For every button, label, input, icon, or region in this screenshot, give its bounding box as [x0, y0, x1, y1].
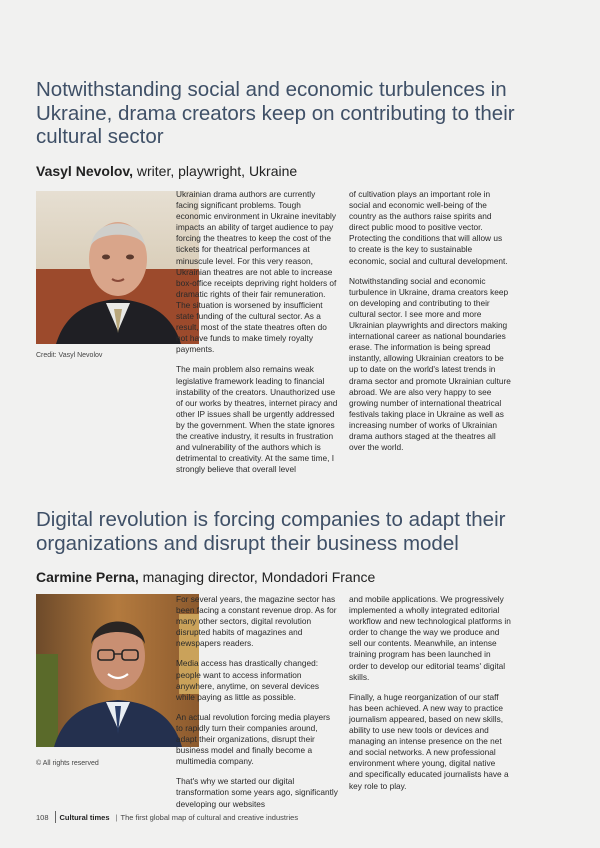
- author-photo-nevolov: [36, 191, 199, 344]
- footer-separator: |: [115, 812, 118, 822]
- page-footer: [36, 811, 298, 823]
- paragraph: Finally, a huge reorganization of our staff has been achieved. A new way to practice journalism appeared, based on new skills, ability to use new tools or devices and managing an intense presence on the net and social networks. A new professional environment where young, digital native and specifically educated journalists have a key role to play.: [349, 691, 509, 791]
- paragraph: For several years, the magazine sector has been facing a constant revenue drop. As for many other sectors, digital revolution disrupted habits of magazines and newspapers readers.: [176, 594, 337, 649]
- article2-column-2: [349, 594, 511, 801]
- paragraph: An actual revolution forcing media players to rapidly turn their companies around, adapt their organizations, disrupt their business model and finally become a multimedia company.: [176, 711, 331, 767]
- paragraph: That's why we started our digital transformation some years ago, significantly developing our websites: [176, 776, 338, 809]
- author-role: managing director, Mondadori France: [138, 569, 376, 585]
- article2-column-1: [176, 594, 338, 819]
- paragraph: Notwithstanding social and economic turbulence in Ukraine, drama creators keep on developing and contributing to their cultural sector. I see more and more Ukrainian playwrights and directors making international career as national boundaries erase. The information is being spread instantly, allowing Ukrainian creators to be up to date on the world's latest trends in drama sector and promote Ukrainian culture abroad. We are also very happy to see growing number of international theatrical festivals taking place in Ukraine as well as increasing number of works of Ukrainian drama authors staged at the theatres all over the world.: [349, 275, 511, 453]
- article-title: Digital revolution is forcing companies to adapt their organizations and disrupt their business model: [36, 508, 506, 555]
- author-name: Vasyl Nevolov,: [36, 162, 134, 179]
- article-ukraine: [36, 78, 564, 179]
- byline: [36, 569, 564, 585]
- paragraph: Media access has drastically changed: people want to access information anywhere, anytime, on several devices while paying as little as possible.: [176, 658, 319, 702]
- footer-divider: [55, 811, 56, 823]
- photo-credit: © All rights reserved: [36, 760, 99, 767]
- byline: [36, 163, 564, 179]
- article1-column-2: [349, 189, 511, 462]
- photo-credit: Credit: Vasyl Nevolov: [36, 352, 103, 359]
- publication-subtitle: The first global map of cultural and creative industries: [120, 812, 299, 822]
- paragraph: The main problem also remains weak legislative framework leading to financial instability of the creators. Unauthorized use of our works by theatres, internet piracy and other IP issues shall be urgently addressed by the government. When the state ignores the creative industry, it results in frustration and vulnerability of the authors which is detrimental to creativity. At the same time, I strongly believe that overall level: [176, 364, 338, 475]
- author-role: writer, playwright, Ukraine: [133, 162, 298, 179]
- article-mondadori: [36, 508, 564, 585]
- page-number: 108: [36, 812, 49, 822]
- paragraph: Ukrainian drama authors are currently facing significant problems. Tough economic environment in Ukraine inevitably impacts an ability of target audience to pay forcing the theatres to keep the cost of the tickets for theatrical performances at minuscule level. For this very reason, Ukrainian theatres are not able to increase box-office receipts depriving right holders of dramatic rights of their fair remuneration. The situation is worsened by insufficient state funding of the cultural sector. As a result, most of the state theatres often do not have funds to make timely royalty payments.: [176, 189, 337, 355]
- author-photo-perna: [36, 594, 199, 747]
- paragraph: and mobile applications. We progressively implemented a wholly integrated editorial workflow and new technological platforms in order to change the way we produce and sell our contents. Meanwhile, an intense training program has been launched in order to develop our editorial teams' digital skills.: [349, 594, 511, 682]
- paragraph: of cultivation plays an important role in social and economic well-being of the country as the authors raise spirits and direct public mood to positive vector. Protecting the conditions that will allow us to create is the key to sustainable economic, social and cultural development.: [349, 189, 508, 266]
- publication-name: Cultural times: [59, 812, 110, 822]
- author-name: Carmine Perna,: [36, 569, 139, 585]
- article-title: Notwithstanding social and economic turbulences in Ukraine, drama creators keep on contributing to their cultural sector: [36, 78, 515, 148]
- article1-column-1: [176, 189, 338, 484]
